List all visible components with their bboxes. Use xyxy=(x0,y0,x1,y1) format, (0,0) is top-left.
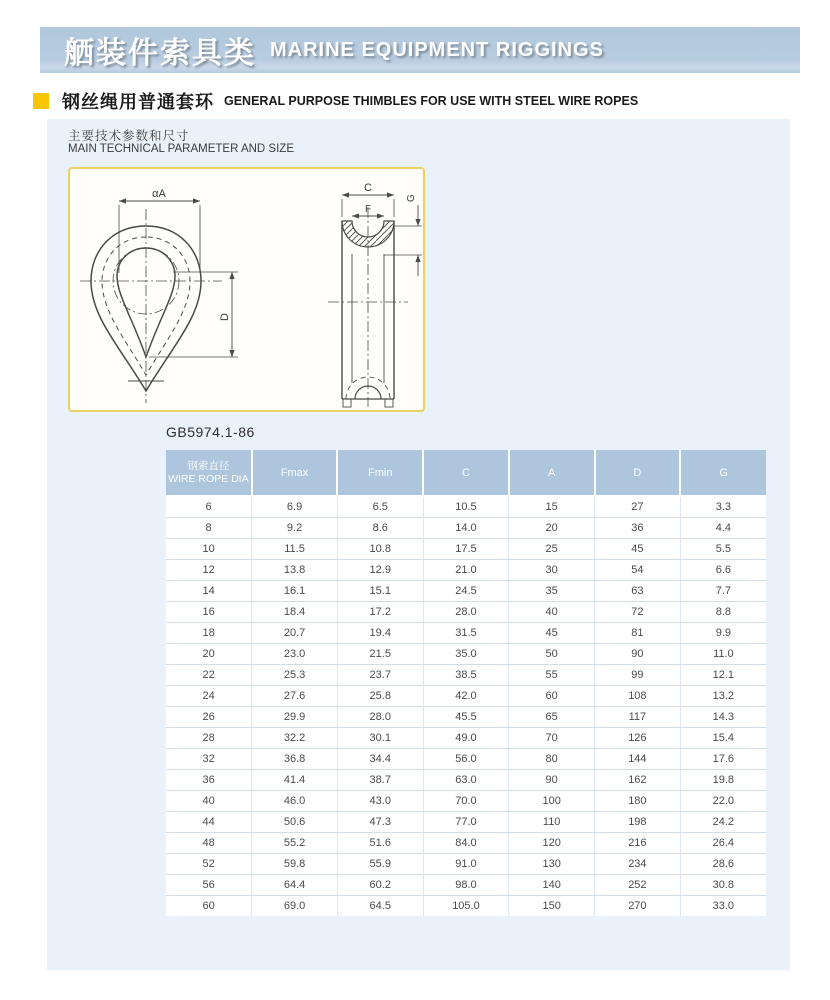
table-cell: 47.3 xyxy=(337,811,423,832)
table-cell: 50.6 xyxy=(252,811,338,832)
table-cell: 100 xyxy=(509,790,595,811)
thimble-technical-drawing xyxy=(68,167,425,412)
table-cell: 12.9 xyxy=(337,559,423,580)
section-title-en: GENERAL PURPOSE THIMBLES FOR USE WITH STEEL WIRE ROPES xyxy=(224,94,639,108)
table-cell: 49.0 xyxy=(423,727,509,748)
table-cell: 25.3 xyxy=(252,664,338,685)
table-cell: 12 xyxy=(166,559,252,580)
table-cell: 52 xyxy=(166,853,252,874)
table-cell: 23.0 xyxy=(252,643,338,664)
table-cell: 10 xyxy=(166,538,252,559)
dimension-table xyxy=(166,450,766,916)
table-cell: 9.2 xyxy=(252,517,338,538)
table-cell: 21.5 xyxy=(337,643,423,664)
table-cell: 90 xyxy=(595,643,681,664)
table-cell: 110 xyxy=(509,811,595,832)
table-cell: 99 xyxy=(595,664,681,685)
table-cell: 30.1 xyxy=(337,727,423,748)
table-cell: 77.0 xyxy=(423,811,509,832)
table-cell: 46.0 xyxy=(252,790,338,811)
table-cell: 105.0 xyxy=(423,895,509,916)
section-title-row xyxy=(33,88,638,114)
table-cell: 13.2 xyxy=(680,685,766,706)
table-cell: 17.2 xyxy=(337,601,423,622)
table-cell: 150 xyxy=(509,895,595,916)
table-cell: 270 xyxy=(595,895,681,916)
table-cell: 6.6 xyxy=(680,559,766,580)
table-cell: 27 xyxy=(595,496,681,517)
table-cell: 69.0 xyxy=(252,895,338,916)
table-cell: 55.9 xyxy=(337,853,423,874)
table-cell: 55 xyxy=(509,664,595,685)
table-cell: 117 xyxy=(595,706,681,727)
table-cell: 63.0 xyxy=(423,769,509,790)
table-cell: 80 xyxy=(509,748,595,769)
table-cell: 70.0 xyxy=(423,790,509,811)
table-row xyxy=(166,538,766,559)
table-cell: 130 xyxy=(509,853,595,874)
table-cell: 13.8 xyxy=(252,559,338,580)
table-cell: 234 xyxy=(595,853,681,874)
table-cell: 51.6 xyxy=(337,832,423,853)
table-cell: 19.4 xyxy=(337,622,423,643)
table-cell: 41.4 xyxy=(252,769,338,790)
table-cell: 59.8 xyxy=(252,853,338,874)
table-row xyxy=(166,874,766,895)
table-cell: 6.9 xyxy=(252,496,338,517)
table-row xyxy=(166,664,766,685)
table-cell: 198 xyxy=(595,811,681,832)
table-cell: 15.1 xyxy=(337,580,423,601)
table-cell: 48 xyxy=(166,832,252,853)
table-cell: 56.0 xyxy=(423,748,509,769)
col-header-a: A xyxy=(509,450,595,496)
table-cell: 162 xyxy=(595,769,681,790)
table-cell: 9.9 xyxy=(680,622,766,643)
table-cell: 42.0 xyxy=(423,685,509,706)
table-cell: 33.0 xyxy=(680,895,766,916)
table-cell: 19.8 xyxy=(680,769,766,790)
table-cell: 36 xyxy=(166,769,252,790)
table-row xyxy=(166,601,766,622)
table-cell: 60 xyxy=(166,895,252,916)
table-cell: 21.0 xyxy=(423,559,509,580)
table-row xyxy=(166,580,766,601)
table-cell: 8 xyxy=(166,517,252,538)
table-cell: 38.7 xyxy=(337,769,423,790)
table-cell: 27.6 xyxy=(252,685,338,706)
table-cell: 31.5 xyxy=(423,622,509,643)
table-row xyxy=(166,832,766,853)
col-header-g: G xyxy=(680,450,766,496)
table-row xyxy=(166,559,766,580)
col-header-fmax: Fmax xyxy=(252,450,338,496)
table-cell: 140 xyxy=(509,874,595,895)
dimension-table-body xyxy=(166,496,766,916)
dim-label-C: C xyxy=(364,182,372,194)
table-cell: 6.5 xyxy=(337,496,423,517)
thimble-front-view xyxy=(80,201,238,403)
table-cell: 70 xyxy=(509,727,595,748)
table-cell: 32.2 xyxy=(252,727,338,748)
thimble-side-view xyxy=(328,195,422,407)
table-cell: 10.5 xyxy=(423,496,509,517)
table-cell: 34.4 xyxy=(337,748,423,769)
table-cell: 29.9 xyxy=(252,706,338,727)
table-cell: 55.2 xyxy=(252,832,338,853)
table-row xyxy=(166,769,766,790)
table-cell: 91.0 xyxy=(423,853,509,874)
table-cell: 98.0 xyxy=(423,874,509,895)
table-cell: 14.0 xyxy=(423,517,509,538)
table-row xyxy=(166,622,766,643)
dim-label-aA: αA xyxy=(152,188,166,200)
table-cell: 63 xyxy=(595,580,681,601)
table-cell: 54 xyxy=(595,559,681,580)
banner-title-en: MARINE EQUIPMENT RIGGINGS xyxy=(270,38,604,61)
table-cell: 15 xyxy=(509,496,595,517)
standard-number: GB5974.1-86 xyxy=(166,424,255,440)
table-cell: 17.6 xyxy=(680,748,766,769)
table-cell: 56 xyxy=(166,874,252,895)
col-header-zh: 钢索直径 xyxy=(187,460,230,472)
table-cell: 30 xyxy=(509,559,595,580)
panel-subtitle-en: MAIN TECHNICAL PARAMETER AND SIZE xyxy=(68,143,294,155)
table-cell: 50 xyxy=(509,643,595,664)
thimble-drawing-svg xyxy=(70,169,423,410)
table-cell: 108 xyxy=(595,685,681,706)
col-header-wire-rope-dia xyxy=(166,450,252,496)
table-cell: 8.6 xyxy=(337,517,423,538)
table-cell: 36 xyxy=(595,517,681,538)
table-cell: 64.5 xyxy=(337,895,423,916)
table-cell: 90 xyxy=(509,769,595,790)
table-cell: 32 xyxy=(166,748,252,769)
table-cell: 38.5 xyxy=(423,664,509,685)
panel-subtitle-zh: 主要技术参数和尺寸 xyxy=(68,129,190,143)
table-cell: 5.5 xyxy=(680,538,766,559)
table-cell: 28.0 xyxy=(337,706,423,727)
table-cell: 16 xyxy=(166,601,252,622)
table-cell: 26.4 xyxy=(680,832,766,853)
table-cell: 20 xyxy=(509,517,595,538)
dim-label-D: D xyxy=(219,313,231,321)
table-cell: 24.5 xyxy=(423,580,509,601)
table-cell: 22.0 xyxy=(680,790,766,811)
section-title-zh: 钢丝绳用普通套环 xyxy=(62,92,214,112)
table-cell: 3.3 xyxy=(680,496,766,517)
table-cell: 180 xyxy=(595,790,681,811)
dimension-table-wrap xyxy=(166,450,766,916)
table-row xyxy=(166,895,766,916)
table-cell: 64.4 xyxy=(252,874,338,895)
col-header-fmin: Fmin xyxy=(337,450,423,496)
table-cell: 6 xyxy=(166,496,252,517)
table-cell: 44 xyxy=(166,811,252,832)
table-cell: 28.6 xyxy=(680,853,766,874)
table-cell: 15.4 xyxy=(680,727,766,748)
table-cell: 45 xyxy=(595,538,681,559)
page-banner xyxy=(40,27,800,73)
table-cell: 40 xyxy=(509,601,595,622)
table-cell: 252 xyxy=(595,874,681,895)
table-cell: 12.1 xyxy=(680,664,766,685)
col-header-d: D xyxy=(595,450,681,496)
table-cell: 10.8 xyxy=(337,538,423,559)
table-cell: 60.2 xyxy=(337,874,423,895)
dim-label-F: F xyxy=(364,204,372,215)
table-cell: 4.4 xyxy=(680,517,766,538)
table-cell: 28.0 xyxy=(423,601,509,622)
table-cell: 65 xyxy=(509,706,595,727)
dimension-table-header xyxy=(166,450,766,496)
content-panel xyxy=(47,119,790,970)
table-row xyxy=(166,706,766,727)
table-cell: 60 xyxy=(509,685,595,706)
yellow-square-icon xyxy=(33,93,49,109)
table-cell: 144 xyxy=(595,748,681,769)
dim-label-G: G xyxy=(406,194,417,202)
table-row xyxy=(166,643,766,664)
table-cell: 45 xyxy=(509,622,595,643)
table-cell: 40 xyxy=(166,790,252,811)
table-cell: 84.0 xyxy=(423,832,509,853)
banner-title-zh: 舾装件索具类 xyxy=(64,37,256,70)
table-cell: 126 xyxy=(595,727,681,748)
table-cell: 11.5 xyxy=(252,538,338,559)
table-row xyxy=(166,727,766,748)
table-cell: 120 xyxy=(509,832,595,853)
table-cell: 25 xyxy=(509,538,595,559)
table-cell: 24 xyxy=(166,685,252,706)
table-cell: 30.8 xyxy=(680,874,766,895)
table-cell: 35 xyxy=(509,580,595,601)
table-row xyxy=(166,853,766,874)
table-row xyxy=(166,517,766,538)
table-cell: 28 xyxy=(166,727,252,748)
table-cell: 14.3 xyxy=(680,706,766,727)
table-cell: 36.8 xyxy=(252,748,338,769)
table-cell: 8.8 xyxy=(680,601,766,622)
table-cell: 22 xyxy=(166,664,252,685)
table-cell: 17.5 xyxy=(423,538,509,559)
table-cell: 45.5 xyxy=(423,706,509,727)
table-cell: 81 xyxy=(595,622,681,643)
table-cell: 25.8 xyxy=(337,685,423,706)
table-cell: 20.7 xyxy=(252,622,338,643)
table-cell: 23.7 xyxy=(337,664,423,685)
table-row xyxy=(166,790,766,811)
col-header-en: WIRE ROPE DIA xyxy=(168,473,249,485)
table-cell: 26 xyxy=(166,706,252,727)
table-cell: 18 xyxy=(166,622,252,643)
col-header-c: C xyxy=(423,450,509,496)
table-cell: 20 xyxy=(166,643,252,664)
table-cell: 216 xyxy=(595,832,681,853)
table-row xyxy=(166,496,766,517)
table-cell: 72 xyxy=(595,601,681,622)
table-cell: 24.2 xyxy=(680,811,766,832)
table-cell: 16.1 xyxy=(252,580,338,601)
table-cell: 14 xyxy=(166,580,252,601)
table-cell: 11.0 xyxy=(680,643,766,664)
table-cell: 18.4 xyxy=(252,601,338,622)
table-cell: 35.0 xyxy=(423,643,509,664)
table-row xyxy=(166,748,766,769)
table-row xyxy=(166,685,766,706)
table-row xyxy=(166,811,766,832)
table-cell: 43.0 xyxy=(337,790,423,811)
table-cell: 7.7 xyxy=(680,580,766,601)
